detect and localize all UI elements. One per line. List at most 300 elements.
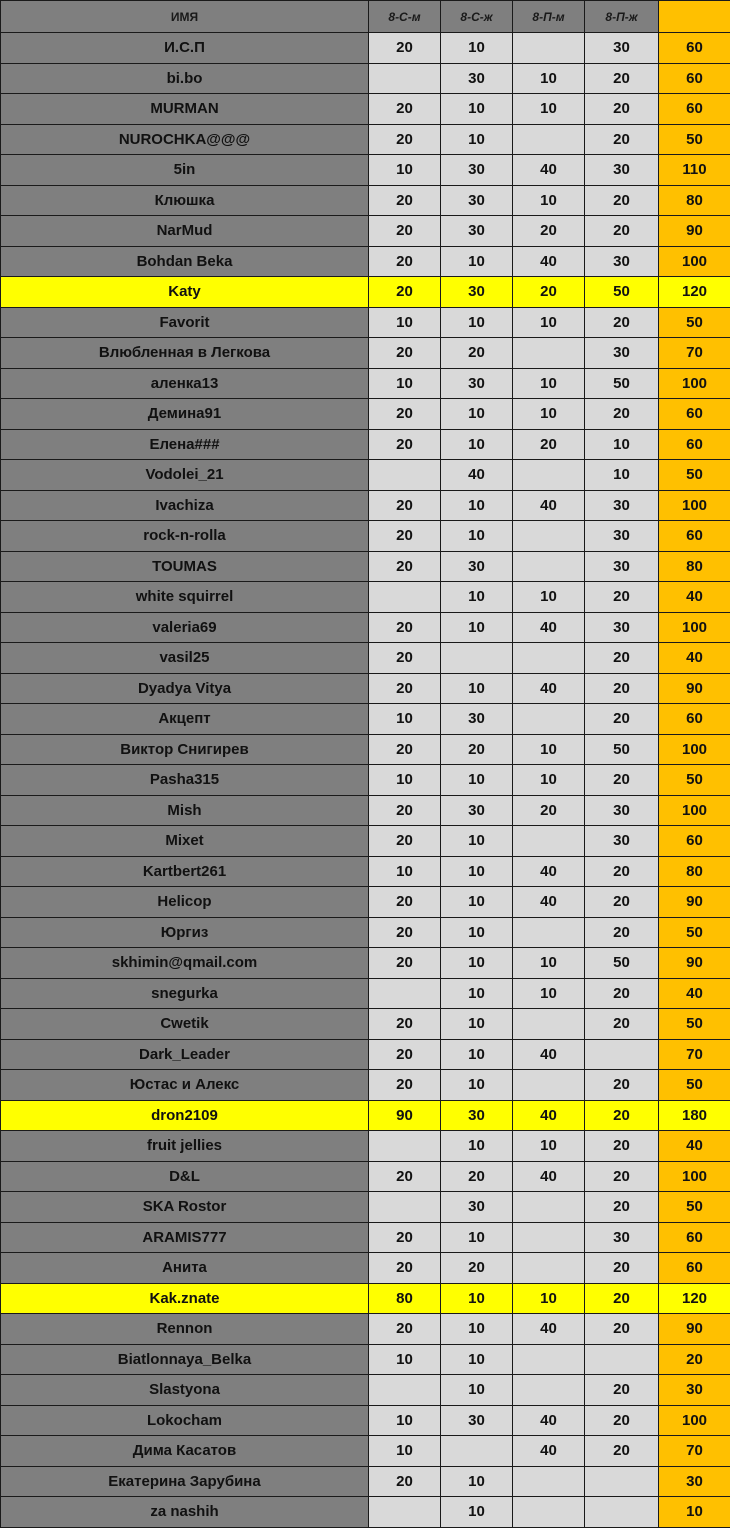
cell-score-2[interactable]: 40: [513, 1314, 585, 1345]
cell-name[interactable]: snegurka: [1, 978, 369, 1009]
cell-score-1[interactable]: 30: [441, 368, 513, 399]
cell-score-2[interactable]: 40: [513, 1405, 585, 1436]
cell-total[interactable]: 60: [659, 429, 730, 460]
cell-total[interactable]: 60: [659, 826, 730, 857]
cell-score-0[interactable]: 20: [369, 643, 441, 674]
cell-score-1[interactable]: 30: [441, 1192, 513, 1223]
cell-score-2[interactable]: [513, 1344, 585, 1375]
cell-score-2[interactable]: [513, 338, 585, 369]
cell-score-1[interactable]: [441, 643, 513, 674]
cell-name[interactable]: Елена###: [1, 429, 369, 460]
cell-score-3[interactable]: 20: [585, 1405, 659, 1436]
cell-score-0[interactable]: 20: [369, 1009, 441, 1040]
cell-name[interactable]: NUROCHKA@@@: [1, 124, 369, 155]
cell-total[interactable]: 100: [659, 368, 730, 399]
cell-total[interactable]: 50: [659, 460, 730, 491]
cell-score-3[interactable]: 30: [585, 826, 659, 857]
cell-score-0[interactable]: 20: [369, 826, 441, 857]
header-col-8pzh[interactable]: 8-П-ж: [585, 1, 659, 33]
cell-score-0[interactable]: 20: [369, 277, 441, 308]
cell-name[interactable]: Юргиз: [1, 917, 369, 948]
cell-total[interactable]: 100: [659, 246, 730, 277]
cell-score-0[interactable]: 20: [369, 948, 441, 979]
cell-score-3[interactable]: 20: [585, 1436, 659, 1467]
cell-score-3[interactable]: 20: [585, 856, 659, 887]
cell-name[interactable]: аленка13: [1, 368, 369, 399]
cell-score-1[interactable]: 10: [441, 582, 513, 613]
cell-score-0[interactable]: 20: [369, 490, 441, 521]
cell-score-1[interactable]: 30: [441, 277, 513, 308]
cell-score-1[interactable]: 10: [441, 1497, 513, 1528]
cell-score-0[interactable]: 20: [369, 94, 441, 125]
cell-score-1[interactable]: 10: [441, 124, 513, 155]
cell-score-3[interactable]: 20: [585, 978, 659, 1009]
cell-score-0[interactable]: 20: [369, 1314, 441, 1345]
cell-score-2[interactable]: 20: [513, 277, 585, 308]
cell-score-0[interactable]: 90: [369, 1100, 441, 1131]
cell-score-1[interactable]: 10: [441, 429, 513, 460]
cell-score-3[interactable]: [585, 1039, 659, 1070]
cell-total[interactable]: 60: [659, 63, 730, 94]
cell-score-2[interactable]: 10: [513, 582, 585, 613]
cell-total[interactable]: 10: [659, 1497, 730, 1528]
cell-score-1[interactable]: 10: [441, 612, 513, 643]
cell-name[interactable]: fruit jellies: [1, 1131, 369, 1162]
cell-name[interactable]: Vodolei_21: [1, 460, 369, 491]
cell-total[interactable]: 60: [659, 1222, 730, 1253]
cell-score-0[interactable]: [369, 460, 441, 491]
cell-score-2[interactable]: 40: [513, 1039, 585, 1070]
cell-score-3[interactable]: 30: [585, 521, 659, 552]
cell-score-1[interactable]: 30: [441, 63, 513, 94]
cell-score-0[interactable]: 20: [369, 521, 441, 552]
cell-score-0[interactable]: [369, 978, 441, 1009]
cell-total[interactable]: 180: [659, 1100, 730, 1131]
cell-score-3[interactable]: 20: [585, 1100, 659, 1131]
cell-name[interactable]: 5in: [1, 155, 369, 186]
cell-total[interactable]: 90: [659, 216, 730, 247]
cell-score-1[interactable]: 30: [441, 185, 513, 216]
cell-score-3[interactable]: 20: [585, 765, 659, 796]
cell-name[interactable]: Дима Касатов: [1, 1436, 369, 1467]
cell-score-2[interactable]: 40: [513, 856, 585, 887]
cell-score-3[interactable]: 20: [585, 582, 659, 613]
cell-score-3[interactable]: 20: [585, 1314, 659, 1345]
cell-score-0[interactable]: 10: [369, 1436, 441, 1467]
cell-name[interactable]: Lokocham: [1, 1405, 369, 1436]
cell-total[interactable]: 30: [659, 1375, 730, 1406]
cell-score-1[interactable]: 10: [441, 1344, 513, 1375]
cell-name[interactable]: TOUMAS: [1, 551, 369, 582]
cell-score-1[interactable]: 20: [441, 1161, 513, 1192]
cell-score-3[interactable]: 20: [585, 307, 659, 338]
cell-name[interactable]: vasil25: [1, 643, 369, 674]
cell-score-2[interactable]: 10: [513, 307, 585, 338]
cell-score-1[interactable]: 10: [441, 521, 513, 552]
cell-total[interactable]: 100: [659, 612, 730, 643]
cell-score-3[interactable]: 30: [585, 33, 659, 64]
cell-name[interactable]: D&L: [1, 1161, 369, 1192]
cell-score-1[interactable]: 10: [441, 307, 513, 338]
cell-total[interactable]: 50: [659, 1192, 730, 1223]
cell-score-1[interactable]: 10: [441, 826, 513, 857]
cell-score-1[interactable]: 10: [441, 856, 513, 887]
cell-score-2[interactable]: [513, 124, 585, 155]
cell-name[interactable]: Kartbert261: [1, 856, 369, 887]
cell-name[interactable]: SKA Rostor: [1, 1192, 369, 1223]
cell-score-2[interactable]: [513, 521, 585, 552]
cell-name[interactable]: za nashih: [1, 1497, 369, 1528]
cell-score-2[interactable]: 10: [513, 399, 585, 430]
cell-score-2[interactable]: [513, 551, 585, 582]
cell-name[interactable]: rock-n-rolla: [1, 521, 369, 552]
cell-score-3[interactable]: [585, 1466, 659, 1497]
cell-score-2[interactable]: [513, 1009, 585, 1040]
cell-score-0[interactable]: 20: [369, 1466, 441, 1497]
cell-name[interactable]: Cwetik: [1, 1009, 369, 1040]
cell-score-0[interactable]: 20: [369, 185, 441, 216]
header-total[interactable]: [659, 1, 730, 33]
cell-score-0[interactable]: 10: [369, 1405, 441, 1436]
cell-score-2[interactable]: [513, 1192, 585, 1223]
cell-total[interactable]: 50: [659, 917, 730, 948]
cell-name[interactable]: Екатерина Зарубина: [1, 1466, 369, 1497]
cell-score-1[interactable]: 10: [441, 887, 513, 918]
cell-score-3[interactable]: 20: [585, 643, 659, 674]
cell-score-1[interactable]: 10: [441, 1009, 513, 1040]
cell-score-0[interactable]: 20: [369, 612, 441, 643]
cell-name[interactable]: valeria69: [1, 612, 369, 643]
cell-name[interactable]: Bohdan Beka: [1, 246, 369, 277]
cell-score-1[interactable]: 10: [441, 246, 513, 277]
cell-score-1[interactable]: 10: [441, 673, 513, 704]
cell-total[interactable]: 60: [659, 94, 730, 125]
cell-score-2[interactable]: [513, 1466, 585, 1497]
cell-score-1[interactable]: 10: [441, 1283, 513, 1314]
cell-score-2[interactable]: 10: [513, 63, 585, 94]
cell-score-2[interactable]: [513, 460, 585, 491]
cell-score-1[interactable]: 10: [441, 1131, 513, 1162]
cell-score-3[interactable]: 20: [585, 1253, 659, 1284]
cell-name[interactable]: Акцепт: [1, 704, 369, 735]
cell-name[interactable]: Rennon: [1, 1314, 369, 1345]
cell-total[interactable]: 50: [659, 1070, 730, 1101]
cell-score-1[interactable]: 10: [441, 33, 513, 64]
cell-total[interactable]: 60: [659, 33, 730, 64]
cell-score-1[interactable]: 30: [441, 1405, 513, 1436]
cell-score-0[interactable]: [369, 1131, 441, 1162]
cell-score-3[interactable]: 20: [585, 1283, 659, 1314]
cell-score-3[interactable]: [585, 1497, 659, 1528]
cell-score-1[interactable]: 10: [441, 399, 513, 430]
cell-score-3[interactable]: 30: [585, 155, 659, 186]
cell-score-1[interactable]: [441, 1436, 513, 1467]
cell-name[interactable]: MURMAN: [1, 94, 369, 125]
cell-score-2[interactable]: 10: [513, 734, 585, 765]
cell-score-0[interactable]: 20: [369, 338, 441, 369]
cell-name[interactable]: Dark_Leader: [1, 1039, 369, 1070]
cell-score-2[interactable]: 40: [513, 1161, 585, 1192]
cell-score-2[interactable]: 10: [513, 1283, 585, 1314]
cell-score-3[interactable]: 20: [585, 399, 659, 430]
cell-name[interactable]: Favorit: [1, 307, 369, 338]
cell-score-2[interactable]: 40: [513, 673, 585, 704]
cell-score-2[interactable]: [513, 917, 585, 948]
cell-total[interactable]: 60: [659, 521, 730, 552]
cell-score-2[interactable]: [513, 643, 585, 674]
cell-score-0[interactable]: 10: [369, 307, 441, 338]
cell-total[interactable]: 70: [659, 338, 730, 369]
cell-score-2[interactable]: [513, 1497, 585, 1528]
cell-total[interactable]: 100: [659, 795, 730, 826]
cell-score-1[interactable]: 30: [441, 704, 513, 735]
cell-score-2[interactable]: 20: [513, 216, 585, 247]
cell-name[interactable]: Влюбленная в Легкова: [1, 338, 369, 369]
cell-name[interactable]: Юстас и Алекс: [1, 1070, 369, 1101]
cell-score-0[interactable]: 10: [369, 368, 441, 399]
cell-score-0[interactable]: [369, 1497, 441, 1528]
cell-score-2[interactable]: 10: [513, 978, 585, 1009]
cell-name[interactable]: bi.bo: [1, 63, 369, 94]
cell-name[interactable]: Анита: [1, 1253, 369, 1284]
cell-score-3[interactable]: 10: [585, 429, 659, 460]
cell-score-3[interactable]: 20: [585, 1161, 659, 1192]
cell-total[interactable]: 100: [659, 490, 730, 521]
cell-score-2[interactable]: 10: [513, 765, 585, 796]
cell-name[interactable]: Biatlonnaya_Belka: [1, 1344, 369, 1375]
cell-score-3[interactable]: 20: [585, 704, 659, 735]
cell-score-0[interactable]: 10: [369, 1344, 441, 1375]
cell-total[interactable]: 120: [659, 277, 730, 308]
cell-name[interactable]: white squirrel: [1, 582, 369, 613]
cell-score-3[interactable]: 30: [585, 612, 659, 643]
cell-score-1[interactable]: 10: [441, 490, 513, 521]
cell-score-1[interactable]: 10: [441, 1375, 513, 1406]
cell-score-3[interactable]: 50: [585, 277, 659, 308]
cell-score-1[interactable]: 30: [441, 551, 513, 582]
cell-score-2[interactable]: 40: [513, 490, 585, 521]
cell-score-0[interactable]: 10: [369, 856, 441, 887]
cell-score-2[interactable]: 10: [513, 948, 585, 979]
cell-total[interactable]: 100: [659, 734, 730, 765]
cell-score-0[interactable]: 80: [369, 1283, 441, 1314]
cell-score-0[interactable]: 20: [369, 33, 441, 64]
cell-score-3[interactable]: 20: [585, 917, 659, 948]
cell-score-1[interactable]: 20: [441, 338, 513, 369]
cell-score-2[interactable]: 40: [513, 155, 585, 186]
cell-score-0[interactable]: 20: [369, 399, 441, 430]
cell-name[interactable]: Slastyona: [1, 1375, 369, 1406]
cell-score-0[interactable]: 20: [369, 1039, 441, 1070]
cell-score-2[interactable]: [513, 1222, 585, 1253]
cell-total[interactable]: 110: [659, 155, 730, 186]
header-col-8sm[interactable]: 8-С-м: [369, 1, 441, 33]
cell-score-3[interactable]: 30: [585, 1222, 659, 1253]
cell-name[interactable]: Виктор Снигирев: [1, 734, 369, 765]
cell-name[interactable]: И.С.П: [1, 33, 369, 64]
cell-score-2[interactable]: [513, 826, 585, 857]
cell-score-0[interactable]: 10: [369, 155, 441, 186]
cell-name[interactable]: Mish: [1, 795, 369, 826]
cell-score-3[interactable]: 50: [585, 734, 659, 765]
cell-total[interactable]: 50: [659, 1009, 730, 1040]
cell-name[interactable]: Kak.znate: [1, 1283, 369, 1314]
cell-score-0[interactable]: 20: [369, 216, 441, 247]
cell-score-2[interactable]: 10: [513, 368, 585, 399]
cell-score-0[interactable]: 20: [369, 795, 441, 826]
cell-score-3[interactable]: 20: [585, 185, 659, 216]
cell-score-0[interactable]: 20: [369, 887, 441, 918]
cell-score-1[interactable]: 10: [441, 1039, 513, 1070]
cell-total[interactable]: 40: [659, 582, 730, 613]
cell-score-3[interactable]: 20: [585, 1070, 659, 1101]
cell-score-0[interactable]: 20: [369, 917, 441, 948]
cell-score-1[interactable]: 30: [441, 1100, 513, 1131]
cell-name[interactable]: Pasha315: [1, 765, 369, 796]
cell-score-1[interactable]: 10: [441, 978, 513, 1009]
cell-score-0[interactable]: [369, 63, 441, 94]
cell-total[interactable]: 60: [659, 399, 730, 430]
cell-name[interactable]: Ivachiza: [1, 490, 369, 521]
cell-score-3[interactable]: 30: [585, 490, 659, 521]
cell-score-0[interactable]: 20: [369, 429, 441, 460]
cell-total[interactable]: 60: [659, 704, 730, 735]
cell-score-0[interactable]: 20: [369, 551, 441, 582]
cell-name[interactable]: Клюшка: [1, 185, 369, 216]
cell-score-1[interactable]: 10: [441, 1222, 513, 1253]
cell-score-1[interactable]: 40: [441, 460, 513, 491]
cell-score-3[interactable]: 20: [585, 887, 659, 918]
cell-score-1[interactable]: 30: [441, 216, 513, 247]
cell-score-2[interactable]: [513, 704, 585, 735]
cell-score-2[interactable]: 10: [513, 185, 585, 216]
cell-score-1[interactable]: 30: [441, 155, 513, 186]
cell-total[interactable]: 80: [659, 856, 730, 887]
cell-score-1[interactable]: 20: [441, 1253, 513, 1284]
cell-score-0[interactable]: 20: [369, 1222, 441, 1253]
cell-score-3[interactable]: 20: [585, 673, 659, 704]
cell-total[interactable]: 90: [659, 887, 730, 918]
header-col-8pm[interactable]: 8-П-м: [513, 1, 585, 33]
cell-name[interactable]: Демина91: [1, 399, 369, 430]
cell-score-3[interactable]: 30: [585, 246, 659, 277]
cell-score-2[interactable]: [513, 1375, 585, 1406]
cell-total[interactable]: 80: [659, 551, 730, 582]
cell-score-1[interactable]: 10: [441, 1466, 513, 1497]
cell-score-3[interactable]: 20: [585, 1192, 659, 1223]
cell-score-0[interactable]: 20: [369, 124, 441, 155]
header-name[interactable]: ИМЯ: [1, 1, 369, 33]
cell-score-0[interactable]: 20: [369, 1070, 441, 1101]
cell-total[interactable]: 90: [659, 948, 730, 979]
cell-score-3[interactable]: [585, 1344, 659, 1375]
cell-name[interactable]: NarMud: [1, 216, 369, 247]
cell-score-0[interactable]: [369, 1192, 441, 1223]
cell-name[interactable]: dron2109: [1, 1100, 369, 1131]
cell-score-0[interactable]: 20: [369, 734, 441, 765]
cell-score-1[interactable]: 10: [441, 948, 513, 979]
cell-score-3[interactable]: 30: [585, 551, 659, 582]
cell-score-0[interactable]: [369, 1375, 441, 1406]
cell-score-2[interactable]: [513, 33, 585, 64]
cell-total[interactable]: 50: [659, 124, 730, 155]
cell-score-2[interactable]: [513, 1253, 585, 1284]
cell-score-2[interactable]: [513, 1070, 585, 1101]
cell-total[interactable]: 40: [659, 643, 730, 674]
cell-score-0[interactable]: 10: [369, 765, 441, 796]
cell-score-1[interactable]: 30: [441, 795, 513, 826]
cell-total[interactable]: 70: [659, 1436, 730, 1467]
cell-total[interactable]: 50: [659, 307, 730, 338]
cell-name[interactable]: Dyadya Vitya: [1, 673, 369, 704]
cell-score-3[interactable]: 20: [585, 1009, 659, 1040]
cell-score-3[interactable]: 10: [585, 460, 659, 491]
cell-score-3[interactable]: 20: [585, 216, 659, 247]
cell-score-2[interactable]: 40: [513, 612, 585, 643]
cell-score-1[interactable]: 10: [441, 1070, 513, 1101]
cell-score-0[interactable]: [369, 582, 441, 613]
cell-total[interactable]: 40: [659, 978, 730, 1009]
cell-name[interactable]: Mixet: [1, 826, 369, 857]
cell-score-0[interactable]: 10: [369, 704, 441, 735]
cell-score-0[interactable]: 20: [369, 246, 441, 277]
cell-score-3[interactable]: 50: [585, 368, 659, 399]
cell-score-0[interactable]: 20: [369, 673, 441, 704]
cell-total[interactable]: 100: [659, 1405, 730, 1436]
cell-total[interactable]: 100: [659, 1161, 730, 1192]
cell-name[interactable]: ARAMIS777: [1, 1222, 369, 1253]
cell-score-1[interactable]: 10: [441, 917, 513, 948]
cell-score-1[interactable]: 10: [441, 1314, 513, 1345]
cell-score-2[interactable]: 40: [513, 1100, 585, 1131]
cell-score-3[interactable]: 30: [585, 338, 659, 369]
cell-total[interactable]: 30: [659, 1466, 730, 1497]
cell-name[interactable]: skhimin@qmail.com: [1, 948, 369, 979]
cell-score-3[interactable]: 20: [585, 124, 659, 155]
cell-total[interactable]: 90: [659, 1314, 730, 1345]
cell-total[interactable]: 70: [659, 1039, 730, 1070]
cell-total[interactable]: 50: [659, 765, 730, 796]
cell-score-2[interactable]: 10: [513, 94, 585, 125]
cell-score-0[interactable]: 20: [369, 1161, 441, 1192]
cell-score-1[interactable]: 10: [441, 765, 513, 796]
cell-total[interactable]: 40: [659, 1131, 730, 1162]
cell-total[interactable]: 120: [659, 1283, 730, 1314]
cell-score-1[interactable]: 10: [441, 94, 513, 125]
cell-score-3[interactable]: 20: [585, 63, 659, 94]
cell-score-3[interactable]: 20: [585, 94, 659, 125]
cell-total[interactable]: 90: [659, 673, 730, 704]
cell-score-2[interactable]: 40: [513, 1436, 585, 1467]
cell-name[interactable]: Helicop: [1, 887, 369, 918]
cell-score-1[interactable]: 20: [441, 734, 513, 765]
cell-total[interactable]: 60: [659, 1253, 730, 1284]
cell-score-3[interactable]: 20: [585, 1375, 659, 1406]
header-col-8szh[interactable]: 8-С-ж: [441, 1, 513, 33]
cell-total[interactable]: 80: [659, 185, 730, 216]
cell-score-3[interactable]: 50: [585, 948, 659, 979]
cell-score-2[interactable]: 20: [513, 429, 585, 460]
cell-score-3[interactable]: 20: [585, 1131, 659, 1162]
cell-score-0[interactable]: 20: [369, 1253, 441, 1284]
cell-score-2[interactable]: 40: [513, 246, 585, 277]
cell-score-2[interactable]: 20: [513, 795, 585, 826]
cell-score-2[interactable]: 10: [513, 1131, 585, 1162]
cell-total[interactable]: 20: [659, 1344, 730, 1375]
cell-score-3[interactable]: 30: [585, 795, 659, 826]
cell-name[interactable]: Katy: [1, 277, 369, 308]
cell-score-2[interactable]: 40: [513, 887, 585, 918]
